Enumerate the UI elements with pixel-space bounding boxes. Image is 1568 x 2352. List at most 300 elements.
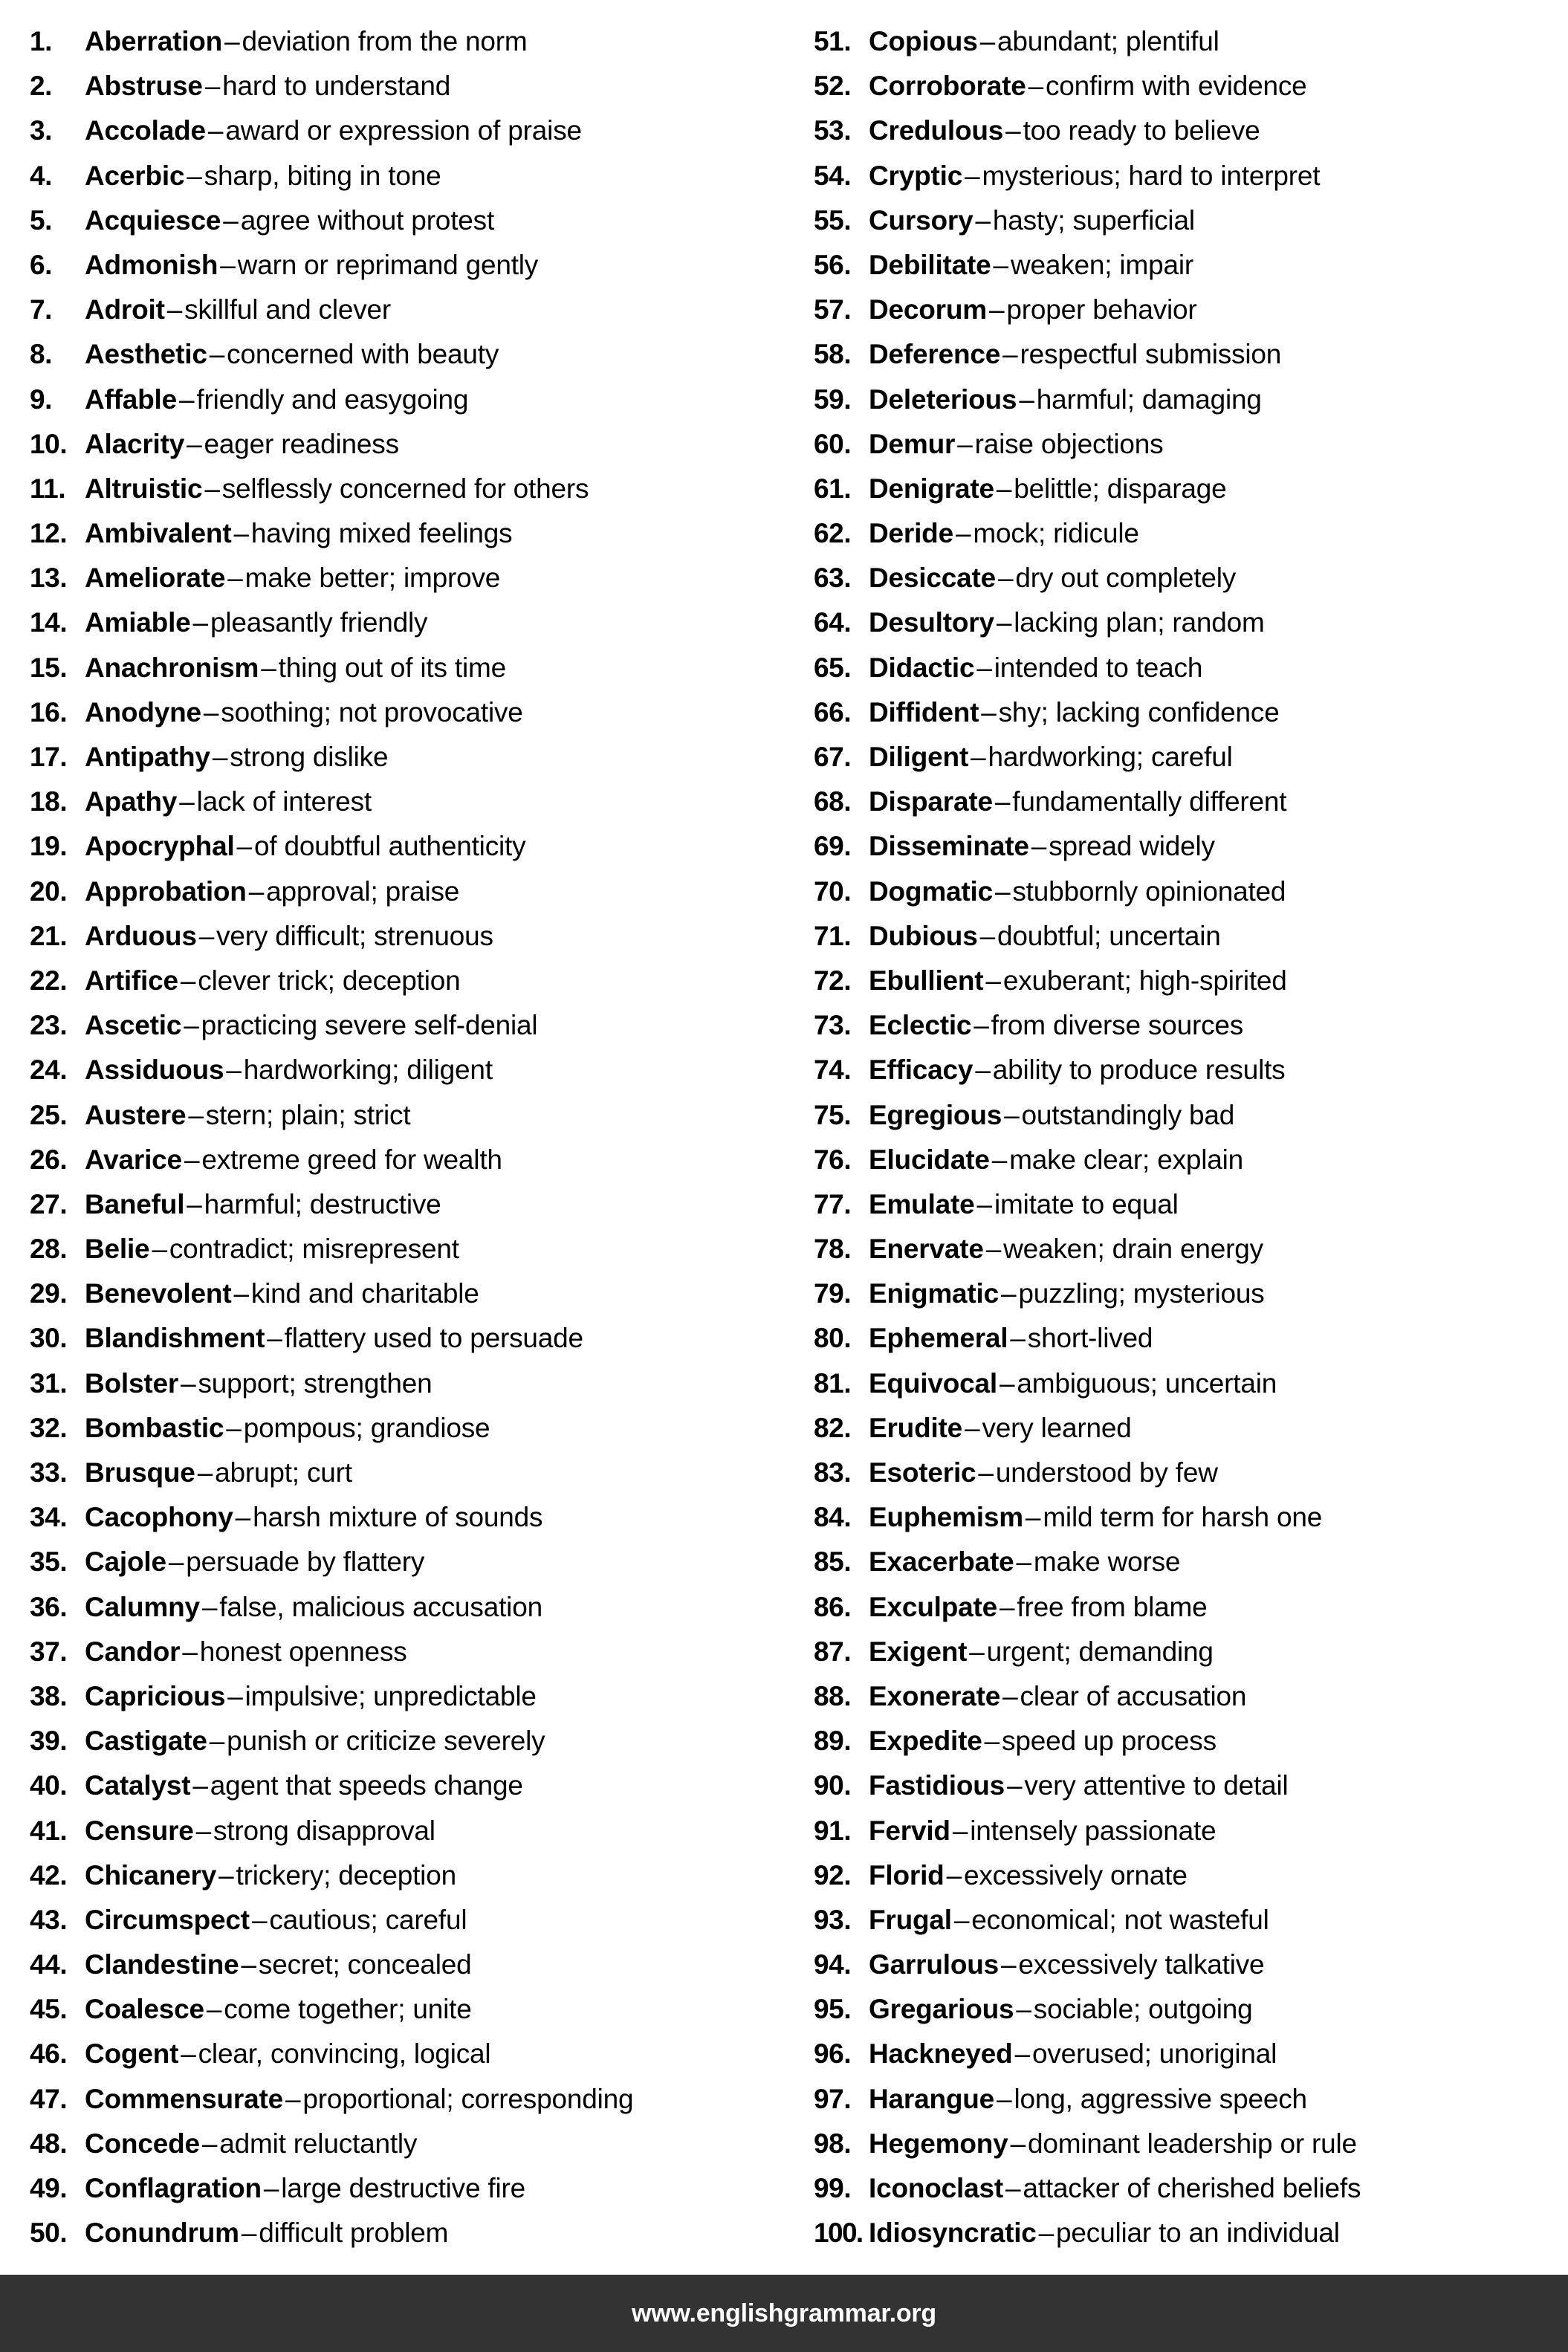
vocab-word: Anodyne xyxy=(85,696,201,728)
vocab-definition: friendly and easygoing xyxy=(196,383,469,415)
vocab-item xyxy=(814,1406,1562,1451)
vocab-number: 40. xyxy=(30,1770,68,1801)
vocab-item xyxy=(30,1674,778,1719)
vocab-body xyxy=(869,690,1280,735)
vocab-item xyxy=(814,1138,1562,1182)
vocab-definition: make clear; explain xyxy=(1009,1144,1244,1175)
vocab-definition: shy; lacking confidence xyxy=(998,696,1280,728)
vocab-item xyxy=(30,780,778,824)
vocab-word: Diffident xyxy=(869,696,979,728)
vocab-definition: proportional; corresponding xyxy=(302,2083,634,2114)
vocab-dash: – xyxy=(965,160,980,191)
vocab-dash: – xyxy=(1001,1278,1017,1309)
vocab-item xyxy=(30,1585,778,1630)
vocab-word: Benevolent xyxy=(85,1278,232,1309)
vocab-word: Erudite xyxy=(869,1412,963,1443)
vocab-number: 50. xyxy=(30,2217,68,2249)
vocab-body xyxy=(85,108,582,153)
vocab-word: Exacerbate xyxy=(869,1546,1014,1578)
vocab-definition: urgent; demanding xyxy=(986,1636,1214,1667)
vocab-word: Esoteric xyxy=(869,1457,976,1488)
vocab-word: Amiable xyxy=(85,607,191,638)
vocab-dash: – xyxy=(166,294,183,325)
vocab-definition: from diverse sources xyxy=(991,1010,1244,1041)
vocab-word: Affable xyxy=(85,383,177,415)
vocab-number: 14. xyxy=(30,607,68,638)
vocab-number: 77. xyxy=(814,1188,852,1219)
vocab-word: Adroit xyxy=(85,294,165,325)
vocab-number: 95. xyxy=(814,1994,852,2025)
vocab-body xyxy=(869,735,1233,780)
vocab-number: 69. xyxy=(814,831,852,862)
vocab-dash: – xyxy=(192,1770,208,1801)
vocab-dash: – xyxy=(971,742,986,772)
vocab-definition: large destructive fire xyxy=(281,2173,526,2203)
vocab-dash: – xyxy=(251,1904,268,1935)
vocab-number: 21. xyxy=(30,920,68,951)
vocab-definition: strong dislike xyxy=(230,742,389,772)
vocab-definition: excessively talkative xyxy=(1018,1949,1265,1980)
vocab-number: 47. xyxy=(30,2083,68,2114)
vocab-definition: warn or reprimand gently xyxy=(237,249,539,280)
vocab-word: Ambivalent xyxy=(85,518,232,549)
vocab-word: Desultory xyxy=(869,607,994,638)
vocab-body xyxy=(869,1003,1243,1048)
vocab-definition: harmful; destructive xyxy=(204,1188,441,1219)
vocab-dash: – xyxy=(1007,1770,1023,1801)
vocab-definition: free from blame xyxy=(1017,1591,1208,1622)
vocab-definition: overused; unoriginal xyxy=(1031,2038,1277,2070)
vocab-definition: puzzling; mysterious xyxy=(1018,1278,1265,1309)
vocab-item xyxy=(30,1630,778,1674)
vocab-dash: – xyxy=(184,1144,200,1175)
vocab-definition: speed up process xyxy=(1002,1726,1217,1757)
vocab-body xyxy=(85,1003,537,1048)
vocab-definition: ambiguous; uncertain xyxy=(1017,1367,1277,1399)
vocab-item xyxy=(30,1898,778,1943)
vocab-word: Circumspect xyxy=(85,1904,250,1935)
vocab-dash: – xyxy=(1025,1502,1041,1533)
vocab-body xyxy=(85,780,372,824)
vocab-dash: – xyxy=(226,1054,242,1086)
vocab-dash: – xyxy=(218,1859,234,1891)
vocab-number: 70. xyxy=(814,875,852,907)
vocab-number: 58. xyxy=(814,339,852,370)
vocab-number: 81. xyxy=(814,1367,852,1399)
vocab-body xyxy=(869,1138,1243,1182)
vocab-definition: approval; praise xyxy=(266,875,460,907)
vocab-body xyxy=(85,1361,433,1406)
vocab-dash: – xyxy=(224,26,240,56)
vocab-dash: – xyxy=(152,1234,167,1265)
vocab-word: Apathy xyxy=(85,786,178,817)
vocab-definition: clear of accusation xyxy=(1020,1680,1247,1711)
vocab-number: 97. xyxy=(814,2083,852,2114)
vocab-dash: – xyxy=(1005,115,1021,146)
vocab-body xyxy=(85,1763,523,1808)
footer-bar xyxy=(0,2275,1568,2352)
vocab-definition: attacker of cherished beliefs xyxy=(1023,2173,1361,2203)
vocab-item xyxy=(30,198,778,243)
vocab-dash: – xyxy=(994,786,1011,817)
vocab-item xyxy=(30,824,778,869)
vocab-dash: – xyxy=(267,1323,282,1354)
vocab-dash: – xyxy=(179,786,195,817)
vocab-body xyxy=(85,824,525,869)
vocab-dash: – xyxy=(984,1726,1000,1757)
vocab-body xyxy=(85,2166,525,2211)
vocab-number: 80. xyxy=(814,1323,852,1354)
vocab-body xyxy=(869,243,1193,288)
vocab-body xyxy=(869,511,1139,556)
vocab-number: 32. xyxy=(30,1412,68,1443)
vocab-definition: hardworking; careful xyxy=(988,742,1233,772)
vocab-word: Alacrity xyxy=(85,428,185,459)
vocab-word: Ebullient xyxy=(869,965,984,996)
vocab-item xyxy=(814,2122,1562,2166)
vocab-definition: dominant leadership or rule xyxy=(1027,2128,1357,2159)
vocab-word: Garrulous xyxy=(869,1949,1000,1980)
vocab-word: Fastidious xyxy=(869,1770,1005,1801)
vocab-word: Debilitate xyxy=(869,249,991,280)
vocab-definition: cautious; careful xyxy=(269,1904,467,1935)
vocab-dash: – xyxy=(188,1099,204,1130)
vocab-dash: – xyxy=(969,1636,985,1667)
website-url[interactable]: www.englishgrammar.org xyxy=(632,2298,936,2327)
vocab-definition: agree without protest xyxy=(240,204,495,236)
vocab-item xyxy=(30,1943,778,1987)
vocab-item xyxy=(30,556,778,600)
vocab-number: 65. xyxy=(814,652,852,683)
vocab-body xyxy=(869,824,1215,869)
vocab-definition: make worse xyxy=(1033,1546,1181,1578)
vocab-body xyxy=(85,2211,448,2255)
vocab-body xyxy=(869,2032,1277,2076)
vocab-item xyxy=(814,1093,1562,1138)
vocab-dash: – xyxy=(209,339,225,370)
vocab-item xyxy=(30,2032,778,2076)
vocab-body xyxy=(85,1898,467,1943)
vocabulary-columns xyxy=(0,19,1568,2255)
vocab-dash: – xyxy=(182,1636,198,1667)
vocab-dash: – xyxy=(998,563,1014,594)
vocab-item xyxy=(814,646,1562,690)
vocab-body xyxy=(85,1271,479,1316)
vocab-item xyxy=(814,1271,1562,1316)
vocab-body xyxy=(85,422,399,467)
vocab-item xyxy=(30,735,778,780)
vocab-number: 71. xyxy=(814,920,852,951)
vocab-body xyxy=(85,690,523,735)
vocab-word: Bombastic xyxy=(85,1412,224,1443)
vocab-body xyxy=(869,422,1163,467)
vocab-item xyxy=(30,690,778,735)
vocab-number: 66. xyxy=(814,696,852,728)
vocab-item xyxy=(814,2211,1562,2255)
vocab-body xyxy=(85,1182,441,1227)
vocab-word: Capricious xyxy=(85,1680,226,1711)
vocab-word: Equivocal xyxy=(869,1367,997,1399)
vocab-definition: practicing severe self-denial xyxy=(201,1010,538,1041)
vocab-dash: – xyxy=(979,920,995,951)
vocab-definition: eager readiness xyxy=(204,428,399,459)
vocab-word: Blandishment xyxy=(85,1323,265,1354)
vocab-item xyxy=(814,1853,1562,1898)
vocab-word: Candor xyxy=(85,1636,181,1667)
vocab-number: 54. xyxy=(814,160,852,191)
vocab-body xyxy=(869,869,1286,914)
vocab-definition: flattery used to persuade xyxy=(284,1323,583,1354)
vocab-definition: excessively ornate xyxy=(963,1859,1188,1891)
vocab-number: 37. xyxy=(30,1636,68,1667)
vocab-number: 74. xyxy=(814,1054,852,1086)
vocab-definition: intensely passionate xyxy=(970,1815,1217,1846)
vocab-dash: – xyxy=(1004,1099,1020,1130)
vocab-body xyxy=(85,154,441,198)
vocab-word: Expedite xyxy=(869,1726,982,1757)
vocab-item xyxy=(30,378,778,422)
vocab-definition: mild term for harsh one xyxy=(1043,1502,1323,1533)
vocab-definition: concerned with beauty xyxy=(227,339,499,370)
vocab-word: Euphemism xyxy=(869,1502,1023,1533)
vocab-dash: – xyxy=(965,1412,980,1443)
vocab-body xyxy=(85,869,459,914)
vocab-item xyxy=(814,243,1562,288)
vocab-definition: sharp, biting in tone xyxy=(204,160,441,191)
vocab-body xyxy=(869,780,1286,824)
vocab-body xyxy=(85,1719,545,1763)
vocab-number: 98. xyxy=(814,2128,852,2159)
vocab-word: Baneful xyxy=(85,1188,185,1219)
vocab-definition: very difficult; strenuous xyxy=(216,920,493,951)
vocab-item xyxy=(814,154,1562,198)
vocab-definition: weaken; impair xyxy=(1010,249,1193,280)
vocab-body xyxy=(869,1182,1179,1227)
vocab-dash: – xyxy=(978,1457,994,1488)
vocab-word: Approbation xyxy=(85,875,247,907)
vocab-word: Apocryphal xyxy=(85,831,235,862)
vocab-word: Enervate xyxy=(869,1234,984,1265)
vocab-body xyxy=(85,332,499,377)
vocab-definition: raise objections xyxy=(974,428,1164,459)
vocab-body xyxy=(869,19,1219,64)
vocab-body xyxy=(869,108,1260,153)
vocab-number: 99. xyxy=(814,2173,852,2203)
vocab-number: 24. xyxy=(30,1054,68,1086)
vocab-number: 9. xyxy=(30,383,53,415)
vocab-item xyxy=(814,1182,1562,1227)
vocab-body xyxy=(869,1585,1207,1630)
vocab-body xyxy=(869,600,1265,645)
vocab-definition: hasty; superficial xyxy=(992,204,1195,236)
vocab-number: 1. xyxy=(30,26,53,56)
vocab-item xyxy=(30,1406,778,1451)
vocab-number: 85. xyxy=(814,1546,852,1578)
vocab-word: Brusque xyxy=(85,1457,195,1488)
vocab-item xyxy=(814,914,1562,959)
vocab-word: Eclectic xyxy=(869,1010,972,1041)
vocab-body xyxy=(85,914,493,959)
vocab-definition: abrupt; curt xyxy=(215,1457,352,1488)
vocab-word: Decorum xyxy=(869,294,987,325)
vocab-number: 43. xyxy=(30,1904,68,1935)
vocab-item xyxy=(30,1361,778,1406)
vocab-dash: – xyxy=(187,1188,202,1219)
vocab-word: Acerbic xyxy=(85,160,185,191)
vocab-item xyxy=(814,64,1562,108)
vocab-dash: – xyxy=(997,2083,1012,2114)
vocab-number: 10. xyxy=(30,428,68,459)
vocab-body xyxy=(869,2122,1357,2166)
vocab-word: Censure xyxy=(85,1815,194,1846)
vocab-definition: false, malicious accusation xyxy=(219,1591,542,1622)
vocab-item xyxy=(30,1495,778,1540)
vocab-definition: abundant; plentiful xyxy=(997,26,1219,56)
vocab-body xyxy=(869,1451,1218,1495)
vocab-definition: weaken; drain energy xyxy=(1003,1234,1263,1265)
vocab-number: 94. xyxy=(814,1949,852,1980)
vocab-dash: – xyxy=(975,1054,991,1086)
vocab-number: 84. xyxy=(814,1502,852,1533)
vocab-item xyxy=(814,690,1562,735)
vocab-definition: stern; plain; strict xyxy=(205,1099,411,1130)
vocab-item xyxy=(30,1316,778,1361)
vocab-body xyxy=(85,1853,456,1898)
vocab-body xyxy=(85,1630,407,1674)
vocab-number: 75. xyxy=(814,1099,852,1130)
vocab-dash: – xyxy=(1019,383,1034,415)
vocab-word: Gregarious xyxy=(869,1994,1014,2025)
vocab-item xyxy=(814,1227,1562,1271)
vocab-body xyxy=(85,556,500,600)
vocab-word: Dogmatic xyxy=(869,875,993,907)
vocab-definition: proper behavior xyxy=(1006,294,1197,325)
vocab-number: 56. xyxy=(814,249,852,280)
vocab-word: Accolade xyxy=(85,115,206,146)
vocab-item xyxy=(30,2122,778,2166)
vocab-dash: – xyxy=(263,2173,279,2203)
vocab-word: Demur xyxy=(869,428,956,459)
vocab-item xyxy=(814,600,1562,645)
vocab-item xyxy=(30,422,778,467)
vocab-dash: – xyxy=(168,1546,184,1578)
vocab-body xyxy=(869,1898,1269,1943)
vocab-word: Dubious xyxy=(869,920,978,951)
vocab-number: 49. xyxy=(30,2173,68,2203)
vocab-item xyxy=(30,1048,778,1092)
vocab-word: Altruistic xyxy=(85,473,203,504)
vocab-dash: – xyxy=(1016,1546,1031,1578)
vocab-definition: thing out of its time xyxy=(278,652,506,683)
vocab-body xyxy=(85,1093,410,1138)
vocab-body xyxy=(869,1943,1264,1987)
vocab-dash: – xyxy=(1002,339,1018,370)
vocab-word: Idiosyncratic xyxy=(869,2217,1037,2249)
vocab-item xyxy=(30,1003,778,1048)
vocab-word: Austere xyxy=(85,1099,187,1130)
vocab-dash: – xyxy=(953,1904,970,1935)
vocab-item xyxy=(814,1361,1562,1406)
vocab-number: 17. xyxy=(30,742,68,772)
vocab-item xyxy=(30,1451,778,1495)
vocab-dash: – xyxy=(285,2083,301,2114)
vocab-item xyxy=(30,288,778,332)
vocab-body xyxy=(869,959,1287,1003)
vocab-body xyxy=(85,1138,502,1182)
vocab-dash: – xyxy=(976,1188,992,1219)
vocab-body xyxy=(869,1674,1246,1719)
vocab-word: Cursory xyxy=(869,204,973,236)
vocab-number: 48. xyxy=(30,2128,68,2159)
vocab-number: 33. xyxy=(30,1457,68,1488)
vocab-definition: long, aggressive speech xyxy=(1014,2083,1307,2114)
vocab-item xyxy=(30,243,778,288)
vocab-item xyxy=(814,1987,1562,2032)
vocab-body xyxy=(85,511,512,556)
vocab-dash: – xyxy=(204,473,220,504)
vocab-definition: selflessly concerned for others xyxy=(221,473,589,504)
vocab-item xyxy=(30,511,778,556)
vocab-dash: – xyxy=(241,1949,256,1980)
vocab-definition: short-lived xyxy=(1027,1323,1153,1354)
vocab-number: 46. xyxy=(30,2038,68,2070)
vocab-definition: mysterious; hard to interpret xyxy=(982,160,1321,191)
vocab-number: 29. xyxy=(30,1278,68,1309)
vocab-item xyxy=(814,1763,1562,1808)
vocab-word: Aesthetic xyxy=(85,339,207,370)
vocab-definition: imitate to equal xyxy=(994,1188,1179,1219)
vocab-item xyxy=(30,1138,778,1182)
vocab-item xyxy=(814,332,1562,377)
vocab-word: Copious xyxy=(869,26,978,56)
vocab-item xyxy=(814,2166,1562,2211)
vocab-number: 22. xyxy=(30,965,68,996)
vocab-item xyxy=(30,1719,778,1763)
vocab-item xyxy=(30,1182,778,1227)
vocab-item xyxy=(814,2077,1562,2122)
vocab-word: Belie xyxy=(85,1234,150,1265)
vocab-word: Cajole xyxy=(85,1546,166,1578)
vocab-body xyxy=(85,1585,542,1630)
vocab-item xyxy=(30,959,778,1003)
vocab-number: 36. xyxy=(30,1591,68,1622)
vocab-number: 60. xyxy=(814,428,852,459)
vocab-definition: soothing; not provocative xyxy=(221,696,523,728)
vocab-dash: – xyxy=(192,607,208,638)
vocab-word: Castigate xyxy=(85,1726,207,1757)
vocab-dash: – xyxy=(1001,1949,1017,1980)
vocab-body xyxy=(85,1943,472,1987)
vocab-definition: ability to produce results xyxy=(992,1054,1286,1086)
vocab-word: Disparate xyxy=(869,786,993,817)
vocab-definition: fundamentally different xyxy=(1012,786,1287,817)
vocab-word: Frugal xyxy=(869,1904,952,1935)
vocab-word: Iconoclast xyxy=(869,2173,1003,2203)
vocab-definition: dry out completely xyxy=(1015,563,1237,594)
vocab-body xyxy=(869,1271,1265,1316)
vocab-dash: – xyxy=(209,1726,225,1757)
vocab-dash: – xyxy=(261,652,276,683)
vocab-dash: – xyxy=(227,1680,243,1711)
vocab-definition: impulsive; unpredictable xyxy=(244,1680,537,1711)
vocab-definition: lack of interest xyxy=(196,786,372,817)
vocab-dash: – xyxy=(991,1144,1008,1175)
vocab-number: 18. xyxy=(30,786,68,817)
vocab-body xyxy=(85,19,528,64)
vocab-dash: – xyxy=(985,965,1001,996)
vocab-number: 63. xyxy=(814,563,852,594)
vocab-item xyxy=(30,646,778,690)
